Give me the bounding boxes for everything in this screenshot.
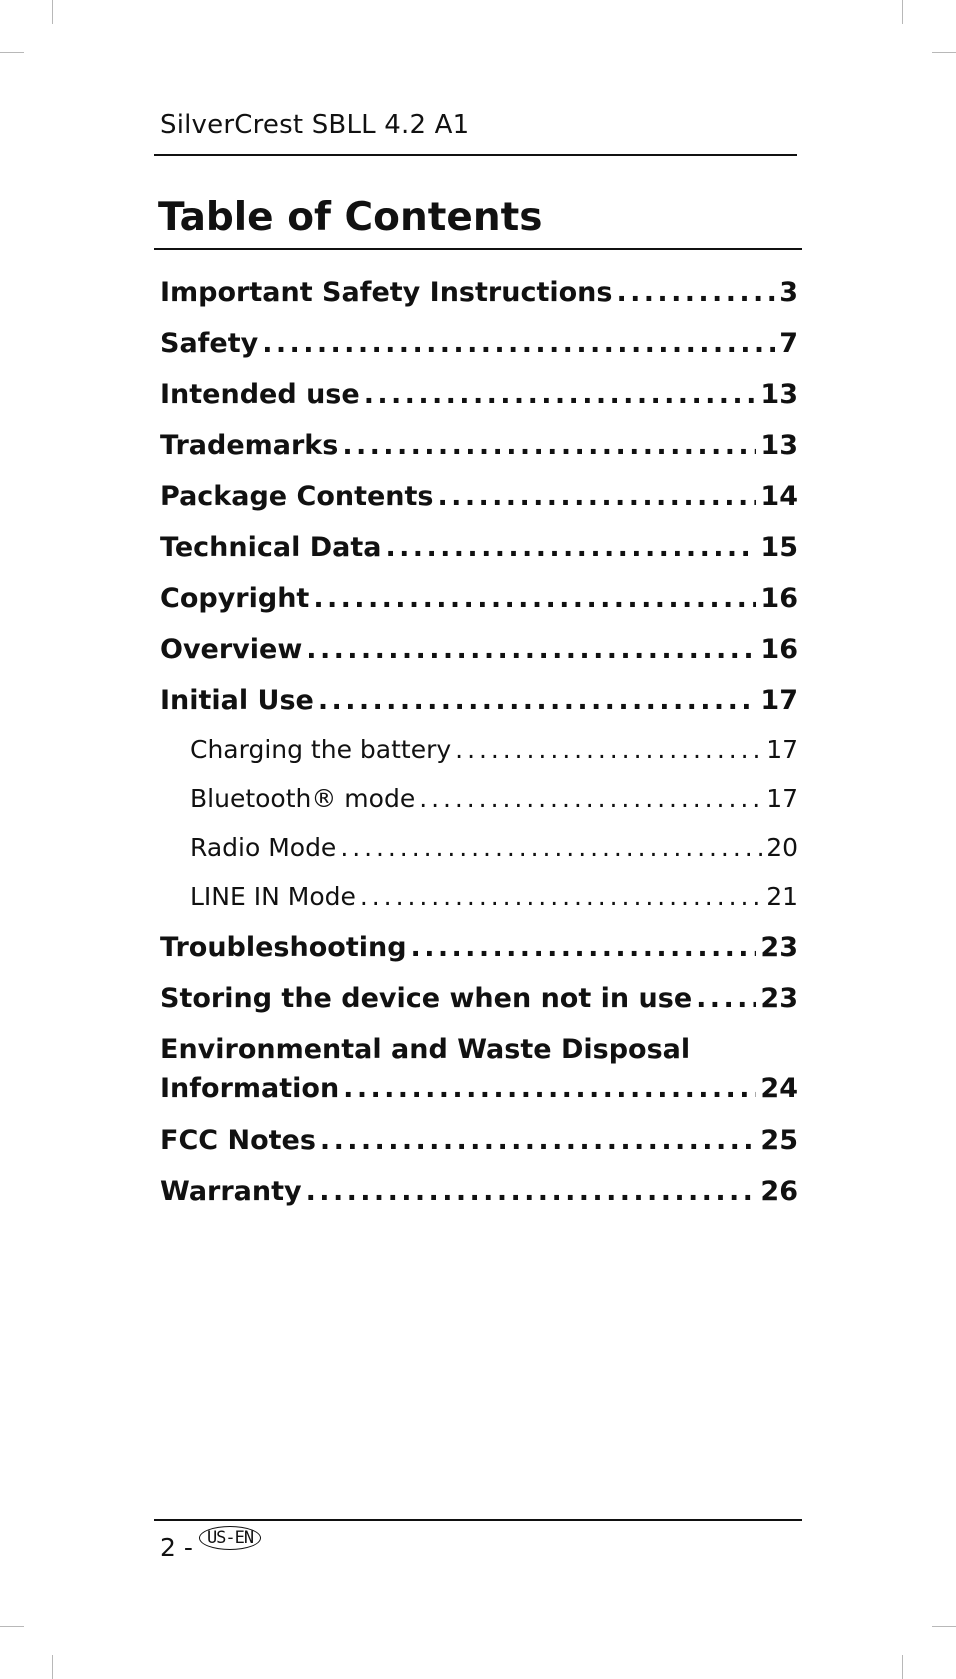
toc-entry-page: 26	[760, 1176, 798, 1207]
toc-entry-page: 17	[760, 685, 798, 716]
header-rule	[154, 154, 797, 156]
running-header: SilverCrest SBLL 4.2 A1	[160, 110, 470, 140]
toc-entry-label: FCC Notes	[160, 1125, 316, 1156]
toc-entry-label: Bluetooth® mode	[190, 784, 416, 813]
toc-entry-page: 15	[760, 532, 798, 563]
page-footer	[160, 1527, 261, 1562]
crop-mark	[52, 0, 53, 24]
toc-entry-label: Information	[160, 1073, 340, 1104]
footer-separator: -	[183, 1533, 193, 1562]
toc-entry-page: 16	[760, 583, 798, 614]
dot-leader	[313, 583, 756, 614]
toc-entry-label: Radio Mode	[190, 833, 337, 862]
crop-mark	[932, 52, 956, 53]
toc-entry-warranty[interactable]	[160, 1176, 798, 1207]
toc-entry-safety[interactable]	[160, 328, 798, 359]
toc-entry-label: Storing the device when not in use	[160, 983, 693, 1014]
dot-leader	[455, 735, 762, 764]
dot-leader	[262, 328, 775, 359]
dot-leader	[385, 532, 756, 563]
toc-entry-page: 16	[760, 634, 798, 665]
toc-entry-page: 13	[760, 430, 798, 461]
toc-entry-label: Troubleshooting	[160, 932, 407, 963]
toc-entry-page: 21	[766, 882, 798, 911]
toc-entry-overview[interactable]	[160, 634, 798, 665]
toc-entry-label: Charging the battery	[190, 735, 452, 764]
toc-entry-label: Safety	[160, 328, 259, 359]
toc-entry-page: 17	[766, 735, 798, 764]
toc-entry-trademarks[interactable]	[160, 430, 798, 461]
toc-entry-safety-instructions[interactable]	[160, 277, 798, 308]
toc-entry-fcc-notes[interactable]	[160, 1125, 798, 1156]
toc-entry-page: 24	[760, 1073, 798, 1104]
dot-leader	[360, 882, 762, 911]
toc-entry-environmental-disposal[interactable]	[160, 1034, 798, 1104]
dot-leader	[306, 1176, 757, 1207]
toc-entry-label: Package Contents	[160, 481, 434, 512]
crop-mark	[0, 1626, 24, 1627]
toc-entry-label: Intended use	[160, 379, 360, 410]
dot-leader	[306, 634, 756, 665]
toc-entry-package-contents[interactable]	[160, 481, 798, 512]
toc-entry-page: 17	[766, 784, 798, 813]
toc-entry-page: 23	[760, 983, 798, 1014]
dot-leader	[616, 277, 775, 308]
toc-entry-technical-data[interactable]	[160, 532, 798, 563]
language-badge: US-EN	[199, 1526, 261, 1550]
dot-leader	[696, 983, 756, 1014]
toc-subentry-bluetooth-mode[interactable]	[190, 784, 798, 813]
page-number: 2	[160, 1533, 176, 1562]
crop-mark	[0, 52, 24, 53]
toc-subentry-line-in-mode[interactable]	[190, 882, 798, 911]
toc-entry-initial-use[interactable]	[160, 685, 798, 716]
toc-entry-label: Important Safety Instructions	[160, 277, 613, 308]
toc-subentry-charging-battery[interactable]	[190, 735, 798, 764]
page-title: Table of Contents	[158, 195, 543, 240]
footer-rule	[154, 1519, 802, 1521]
dot-leader	[411, 932, 757, 963]
toc-entry-page: 20	[766, 833, 798, 862]
toc-entry-label: Environmental and Waste Disposal	[160, 1034, 691, 1065]
dot-leader	[340, 833, 762, 862]
crop-mark	[932, 1626, 956, 1627]
crop-mark	[902, 1655, 903, 1679]
toc-subentry-radio-mode[interactable]	[190, 833, 798, 862]
toc-entry-intended-use[interactable]	[160, 379, 798, 410]
dot-leader	[318, 685, 757, 716]
toc-entry-page: 14	[760, 481, 798, 512]
toc-entry-label: Copyright	[160, 583, 310, 614]
toc-entry-label: Technical Data	[160, 532, 382, 563]
toc-entry-page: 7	[779, 328, 798, 359]
toc-entry-copyright[interactable]	[160, 583, 798, 614]
toc-entry-continuation	[160, 1073, 798, 1104]
crop-mark	[902, 0, 903, 24]
toc-entry-label: Trademarks	[160, 430, 339, 461]
title-rule	[154, 248, 802, 250]
toc-entry-troubleshooting[interactable]	[160, 932, 798, 963]
toc-entry-page: 3	[779, 277, 798, 308]
toc-entry-page: 13	[760, 379, 798, 410]
toc-entry-label: LINE IN Mode	[190, 882, 356, 911]
dot-leader	[364, 379, 757, 410]
dot-leader	[343, 1073, 756, 1104]
crop-mark	[52, 1655, 53, 1679]
toc-entry-page: 25	[760, 1125, 798, 1156]
toc-entry-storing-device[interactable]	[160, 983, 798, 1014]
dot-leader	[342, 430, 756, 461]
dot-leader	[320, 1125, 757, 1156]
toc-entry-label: Overview	[160, 634, 303, 665]
toc-entry-label: Initial Use	[160, 685, 314, 716]
dot-leader	[438, 481, 757, 512]
dot-leader	[419, 784, 762, 813]
toc-entry-label: Warranty	[160, 1176, 302, 1207]
toc-entry-page: 23	[760, 932, 798, 963]
